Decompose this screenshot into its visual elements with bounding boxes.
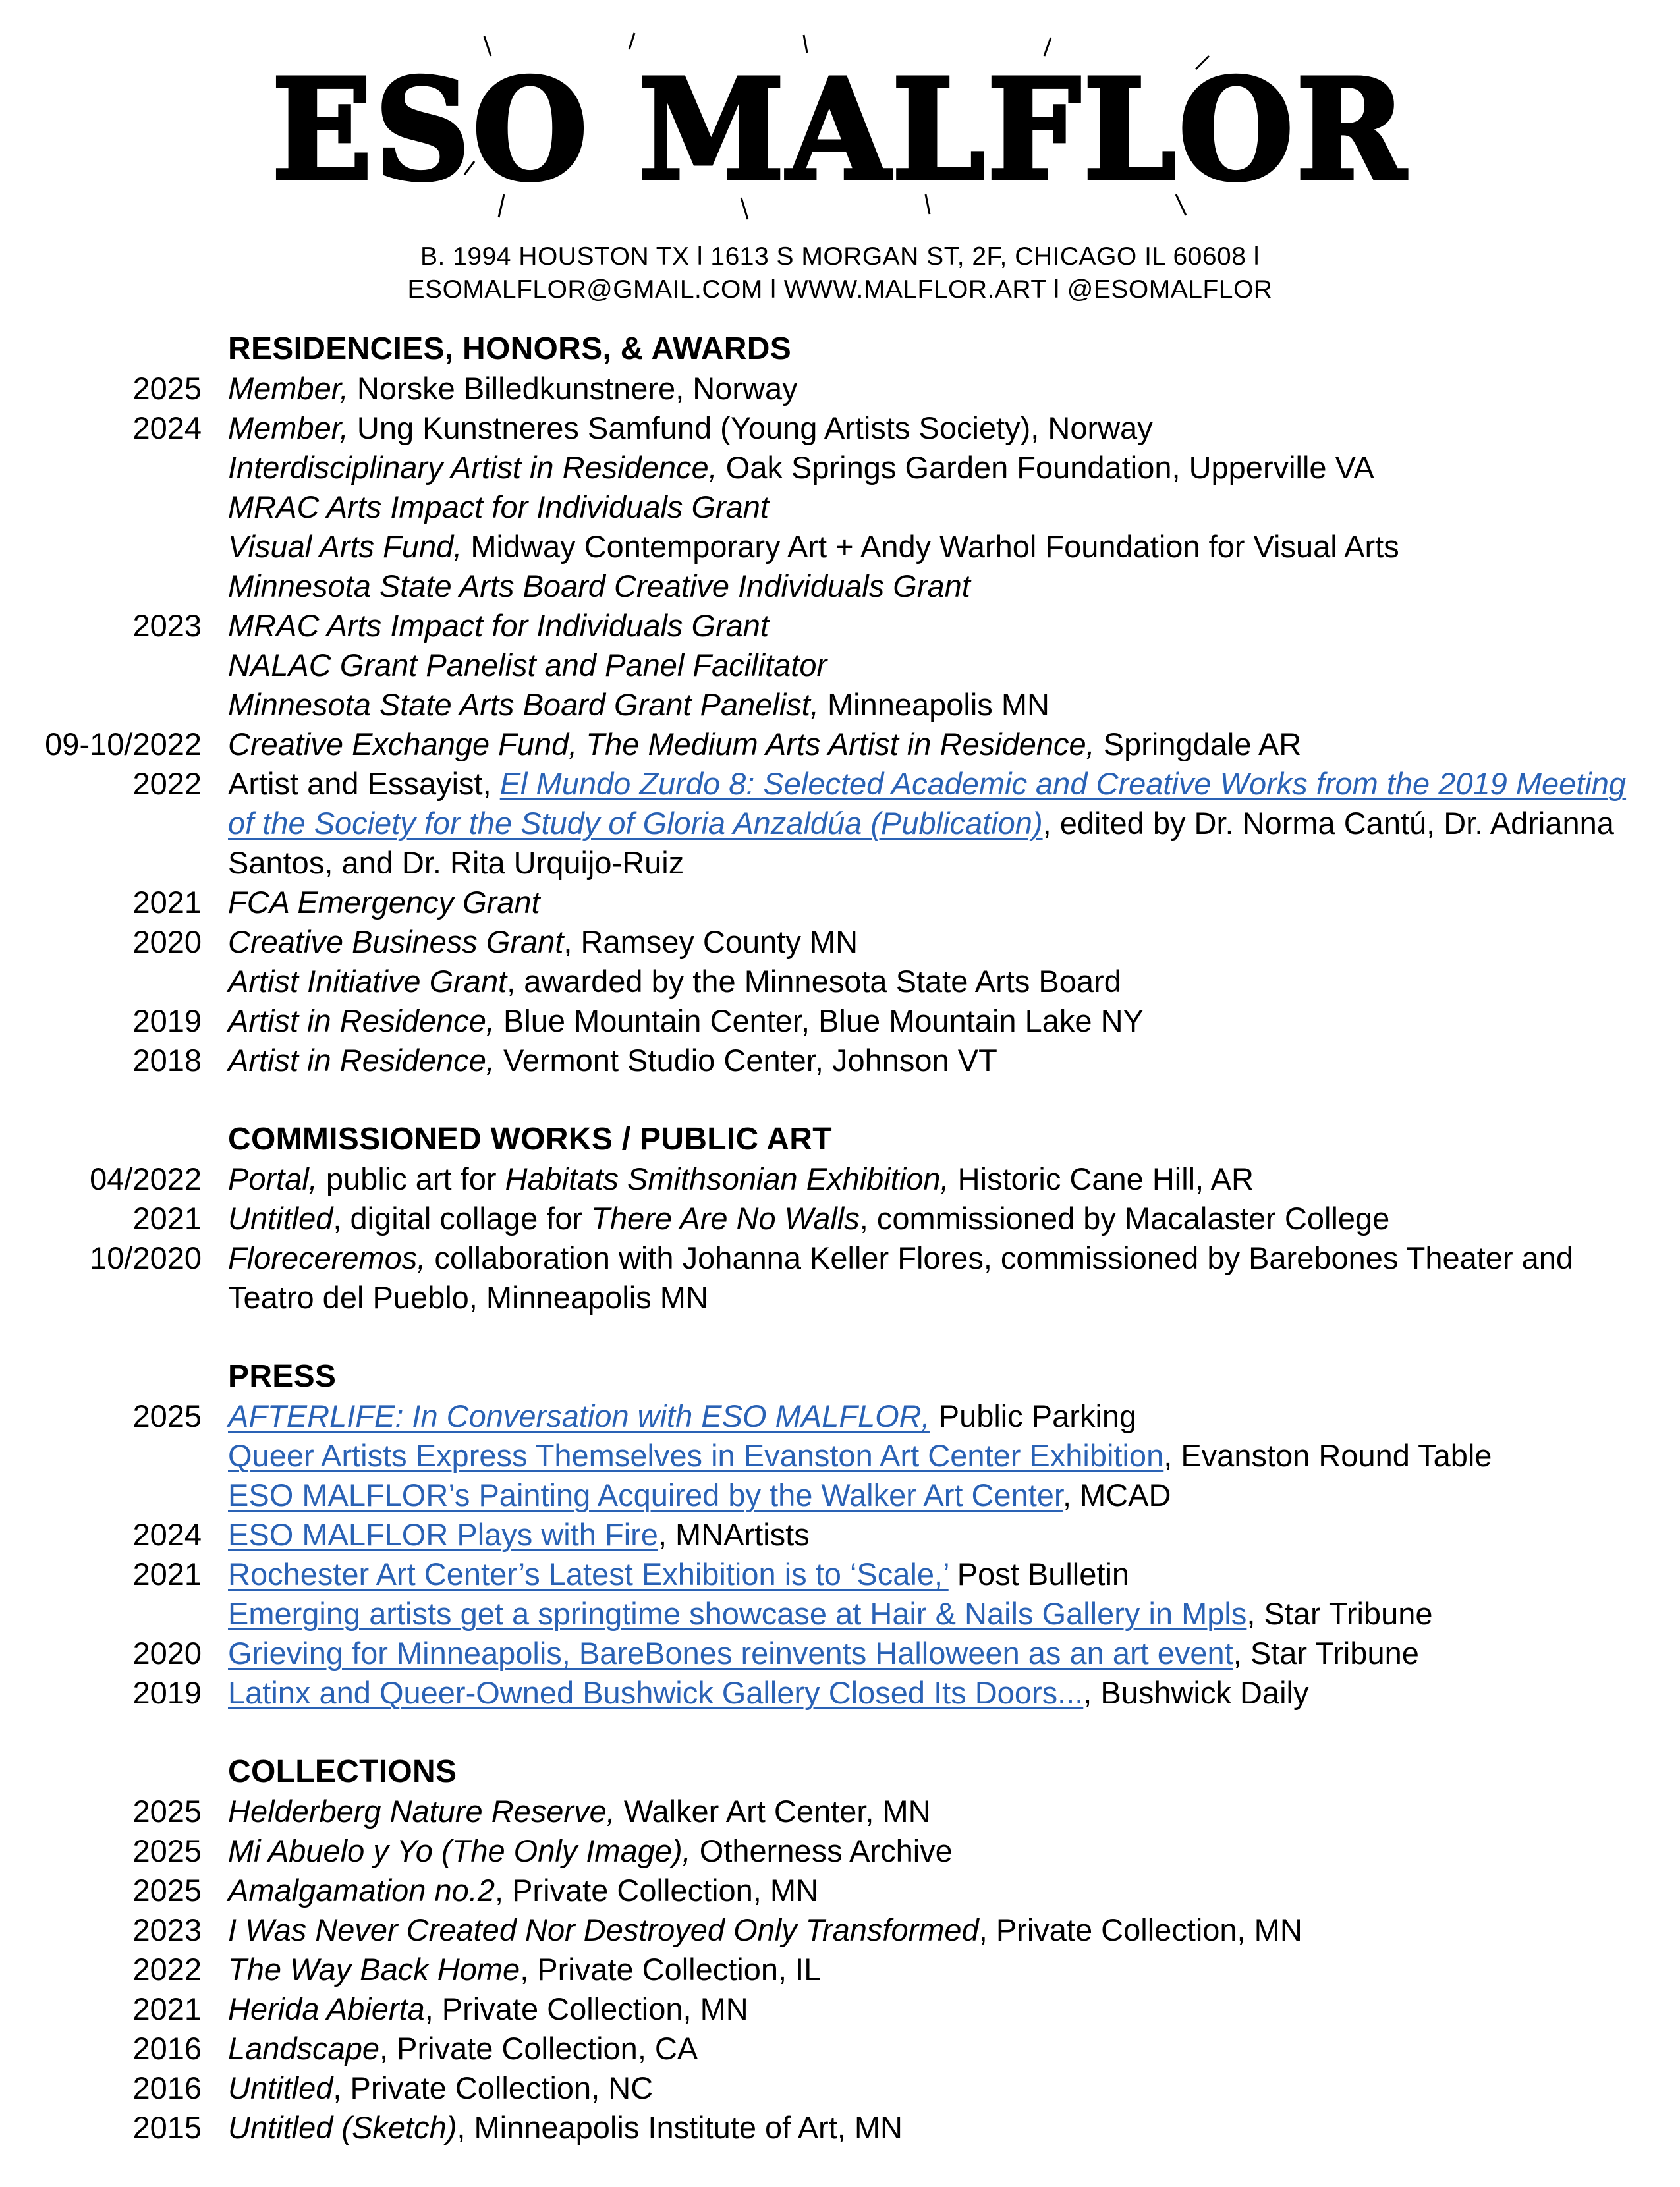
- section-heading: COMMISSIONED WORKS / PUBLIC ART: [228, 1122, 832, 1157]
- cv-entry: [0, 1871, 1680, 1910]
- cv-entry: [0, 646, 1680, 685]
- entry-detail: , Private Collection, MN: [494, 1873, 819, 1908]
- entry-detail: public art for: [317, 1161, 505, 1196]
- entry-detail: Midway Contemporary Art + Andy Warhol Foundation for Visual Arts: [462, 529, 1399, 564]
- entry-text: [228, 1041, 1644, 1080]
- entry-text: [228, 1673, 1644, 1713]
- cv-entry: [0, 1159, 1680, 1199]
- press-link[interactable]: Emerging artists get a springtime showcase at Hair & Nails Gallery in Mpls: [228, 1596, 1247, 1631]
- cv-entry: [0, 962, 1680, 1001]
- entry-detail: Minneapolis MN: [818, 687, 1050, 722]
- cv-entry: [0, 606, 1680, 646]
- entry-title: Amalgamation no.2: [228, 1873, 495, 1908]
- entry-detail: , Private Collection, CA: [379, 2031, 698, 2066]
- entry-date: 2025: [132, 1833, 202, 1868]
- cv-content: [0, 329, 1680, 2187]
- section-heading: PRESS: [228, 1359, 337, 1394]
- cv-entry: [0, 1673, 1680, 1713]
- cv-entry: [0, 527, 1680, 567]
- entry-text: [228, 922, 1644, 962]
- entry-detail: , Ramsey County MN: [563, 924, 858, 959]
- cv-entry: [0, 2029, 1680, 2068]
- entry-detail: , commissioned by Macalaster College: [859, 1201, 1390, 1236]
- entry-text: [228, 883, 1644, 922]
- entry-text: [228, 2029, 1644, 2068]
- cv-entry: [0, 1436, 1680, 1476]
- entry-detail: , Private Collection, NC: [333, 2070, 654, 2105]
- entry-date: 2021: [132, 1557, 202, 1592]
- entry-text: [228, 1594, 1644, 1634]
- cv-entry: [0, 1555, 1680, 1594]
- entry-title: Interdisciplinary Artist in Residence,: [228, 450, 717, 485]
- cv-entry: [0, 369, 1680, 408]
- entry-title: FCA Emergency Grant: [228, 885, 540, 920]
- entry-title: Untitled (Sketch): [228, 2110, 457, 2145]
- entry-title: Creative Business Grant: [228, 924, 564, 959]
- entry-text: [228, 1238, 1644, 1317]
- entry-detail: , Private Collection, MN: [978, 1912, 1302, 1947]
- press-link[interactable]: AFTERLIFE: In Conversation with ESO MALFLOR,: [228, 1398, 930, 1433]
- entry-date: 2016: [132, 2031, 202, 2066]
- logo-wordmark: [271, 30, 1409, 221]
- entry-detail: , Private Collection, IL: [520, 1952, 822, 1987]
- entry-title: Mi Abuelo y Yo (The Only Image),: [228, 1833, 691, 1868]
- entry-detail: , Private Collection, MN: [424, 1991, 748, 2026]
- entry-date: 2020: [132, 1636, 202, 1671]
- entry-detail: Walker Art Center, MN: [615, 1794, 931, 1829]
- entry-text: [228, 685, 1644, 725]
- entry-text: [228, 764, 1644, 883]
- cv-entry: [0, 922, 1680, 962]
- entry-title: Minnesota State Arts Board Grant Panelist,: [228, 687, 819, 722]
- cv-entry: [0, 487, 1680, 527]
- entry-detail: Blue Mountain Center, Blue Mountain Lake NY: [494, 1003, 1144, 1038]
- cv-section: [0, 1357, 1680, 1713]
- cv-entry: [0, 1476, 1680, 1515]
- cv-section: [0, 329, 1680, 1080]
- entry-text: [228, 1871, 1644, 1910]
- entry-text: [228, 1001, 1644, 1041]
- entry-text: [228, 2108, 1644, 2147]
- entry-text: [228, 1476, 1644, 1515]
- entry-date: 2019: [132, 1675, 202, 1710]
- entry-date: 09-10/2022: [45, 727, 202, 761]
- entry-date: 2025: [132, 1794, 202, 1829]
- entry-title: Member,: [228, 410, 349, 445]
- cv-entry: [0, 1792, 1680, 1831]
- entry-date: 2025: [132, 1398, 202, 1433]
- entry-title: There Are No Walls: [591, 1201, 860, 1236]
- cv-section: [0, 1120, 1680, 1317]
- entry-text: [228, 2068, 1644, 2108]
- entry-text: [228, 1634, 1644, 1673]
- entry-date: 2022: [132, 1952, 202, 1987]
- entry-detail: Norske Billedkunstnere, Norway: [348, 371, 798, 406]
- entry-detail: , Minneapolis Institute of Art, MN: [457, 2110, 903, 2145]
- entry-detail: Post Bulletin: [948, 1557, 1130, 1592]
- entry-text: [228, 606, 1644, 646]
- entry-title: Landscape: [228, 2031, 379, 2066]
- cv-entry: [0, 1831, 1680, 1871]
- cv-entry: [0, 1515, 1680, 1555]
- entry-title: Untitled: [228, 2070, 333, 2105]
- logo: [0, 20, 1680, 231]
- entry-text: [228, 725, 1644, 764]
- entry-date: 2024: [132, 1517, 202, 1552]
- entry-title: Artist Initiative Grant: [228, 964, 507, 999]
- entry-title: Creative Exchange Fund, The Medium Arts Artist in Residence,: [228, 727, 1095, 761]
- entry-text: [228, 1950, 1644, 1989]
- entry-text: [228, 487, 1644, 527]
- entry-date: 2018: [132, 1043, 202, 1078]
- entry-date: 2025: [132, 371, 202, 406]
- entry-date: 2023: [132, 1912, 202, 1947]
- entry-date: 2021: [132, 1201, 202, 1236]
- contact-info: [0, 240, 1680, 306]
- entry-title: Artist in Residence,: [228, 1003, 495, 1038]
- cv-entry: [0, 1397, 1680, 1436]
- entry-text: [228, 1910, 1644, 1950]
- entry-date: 2021: [132, 1991, 202, 2026]
- entry-detail: Otherness Archive: [690, 1833, 953, 1868]
- entry-text: [228, 369, 1644, 408]
- entry-date: 2019: [132, 1003, 202, 1038]
- press-link[interactable]: Queer Artists Express Themselves in Evanston Art Center Exhibition: [228, 1438, 1164, 1473]
- entry-title: MRAC Arts Impact for Individuals Grant: [228, 608, 770, 643]
- entry-title: Herida Abierta: [228, 1991, 425, 2026]
- contact-line-1: B. 1994 HOUSTON TX l 1613 S MORGAN ST, 2F, CHICAGO IL 60608 l: [420, 242, 1260, 271]
- cv-entry: [0, 685, 1680, 725]
- entry-date: 2024: [132, 410, 202, 445]
- entry-title: Untitled: [228, 1201, 333, 1236]
- entry-text: [228, 1831, 1644, 1871]
- entry-text: [228, 527, 1644, 567]
- entry-date: 2022: [132, 766, 202, 801]
- entry-detail: , MNArtists: [658, 1517, 810, 1552]
- entry-text: [228, 1989, 1644, 2029]
- cv-entry: [0, 725, 1680, 764]
- entry-text: [228, 1555, 1644, 1594]
- entry-date: 2021: [132, 885, 202, 920]
- entry-date: 2015: [132, 2110, 202, 2145]
- entry-title: Member,: [228, 371, 349, 406]
- entry-title: MRAC Arts Impact for Individuals Grant: [228, 489, 770, 524]
- cv-section: [0, 1752, 1680, 2147]
- entry-detail: , MCAD: [1062, 1478, 1171, 1512]
- entry-detail: , Star Tribune: [1246, 1596, 1433, 1631]
- press-link[interactable]: Latinx and Queer-Owned Bushwick Gallery Closed Its Doors...: [228, 1675, 1084, 1710]
- entry-text: [228, 1397, 1644, 1436]
- entry-detail: Public Parking: [930, 1398, 1137, 1433]
- entry-title: NALAC Grant Panelist and Panel Facilitator: [228, 648, 827, 682]
- cv-entry: [0, 1199, 1680, 1238]
- cv-entry: [0, 408, 1680, 448]
- entry-detail: Historic Cane Hill, AR: [949, 1161, 1254, 1196]
- entry-text: [228, 448, 1644, 487]
- entry-detail: collaboration with Johanna Keller Flores, commissioned by Barebones Theater and Teatro del Pueblo, Minneapolis MN: [228, 1240, 1574, 1315]
- cv-entry: [0, 1041, 1680, 1080]
- cv-entry: [0, 1238, 1680, 1317]
- entry-text: [228, 1159, 1644, 1199]
- cv-entry: [0, 883, 1680, 922]
- entry-date: 2023: [132, 608, 202, 643]
- cv-entry: [0, 448, 1680, 487]
- section-heading: COLLECTIONS: [228, 1754, 457, 1789]
- press-link[interactable]: Grieving for Minneapolis, BareBones reinvents Halloween as an art event: [228, 1636, 1233, 1671]
- entry-title: Floreceremos,: [228, 1240, 426, 1275]
- cv-entry: [0, 2108, 1680, 2147]
- entry-date: 2016: [132, 2070, 202, 2105]
- entry-detail: , Bushwick Daily: [1083, 1675, 1309, 1710]
- entry-date: 04/2022: [90, 1161, 202, 1196]
- entry-text: [228, 567, 1644, 606]
- entry-detail: , awarded by the Minnesota State Arts Board: [507, 964, 1121, 999]
- entry-title: Portal,: [228, 1161, 318, 1196]
- entry-detail: , Star Tribune: [1233, 1636, 1419, 1671]
- entry-detail: , edited by Dr. Norma Cantú, Dr. Adrianna Santos, and Dr. Rita Urquijo-Ruiz: [228, 806, 1614, 880]
- entry-title: Habitats Smithsonian Exhibition,: [505, 1161, 949, 1196]
- entry-text: [228, 646, 1644, 685]
- entry-title: The Way Back Home: [228, 1952, 520, 1987]
- logo-text: ESO MALFLOR: [271, 49, 1409, 211]
- entry-detail: , digital collage for: [333, 1201, 592, 1236]
- entry-text: [228, 1515, 1644, 1555]
- entry-detail: Springdale AR: [1094, 727, 1302, 761]
- entry-title: Helderberg Nature Reserve,: [228, 1794, 615, 1829]
- entry-text: [228, 962, 1644, 1001]
- entry-date: 2025: [132, 1873, 202, 1908]
- entry-title: Artist in Residence,: [228, 1043, 495, 1078]
- entry-text: [228, 1436, 1644, 1476]
- entry-date: 2020: [132, 924, 202, 959]
- cv-entry: [0, 1634, 1680, 1673]
- entry-date: 10/2020: [90, 1240, 202, 1275]
- press-link[interactable]: ESO MALFLOR Plays with Fire: [228, 1517, 658, 1552]
- cv-entry: [0, 2068, 1680, 2108]
- cv-entry: [0, 1594, 1680, 1634]
- entry-title: Minnesota State Arts Board Creative Individuals Grant: [228, 568, 970, 603]
- cv-entry: [0, 1950, 1680, 1989]
- press-link[interactable]: Rochester Art Center’s Latest Exhibition is to ‘Scale,’: [228, 1557, 949, 1592]
- cv-entry: [0, 1989, 1680, 2029]
- cv-entry: [0, 1001, 1680, 1041]
- entry-detail: Oak Springs Garden Foundation, Upperville VA: [717, 450, 1374, 485]
- press-link[interactable]: El Mundo Zurdo 8: Selected Academic and Creative Works from the 2019 Meeting of the Society for the Study of Gloria Anzaldúa (Publication): [228, 766, 1627, 841]
- entry-detail: Artist and Essayist,: [228, 766, 500, 801]
- entry-text: [228, 1792, 1644, 1831]
- entry-text: [228, 1199, 1644, 1238]
- entry-text: [228, 408, 1644, 448]
- entry-detail: Vermont Studio Center, Johnson VT: [494, 1043, 997, 1078]
- entry-detail: Ung Kunstneres Samfund (Young Artists Society), Norway: [348, 410, 1153, 445]
- entry-title: Visual Arts Fund,: [228, 529, 462, 564]
- section-heading: RESIDENCIES, HONORS, & AWARDS: [228, 331, 792, 366]
- press-link[interactable]: ESO MALFLOR’s Painting Acquired by the Walker Art Center: [228, 1478, 1063, 1512]
- cv-entry: [0, 764, 1680, 883]
- entry-title: I Was Never Created Nor Destroyed Only Transformed: [228, 1912, 979, 1947]
- entry-detail: , Evanston Round Table: [1163, 1438, 1492, 1473]
- cv-entry: [0, 567, 1680, 606]
- contact-line-2: ESOMALFLOR@GMAIL.COM l WWW.MALFLOR.ART l @ESOMALFLOR: [407, 275, 1273, 304]
- cv-entry: [0, 1910, 1680, 1950]
